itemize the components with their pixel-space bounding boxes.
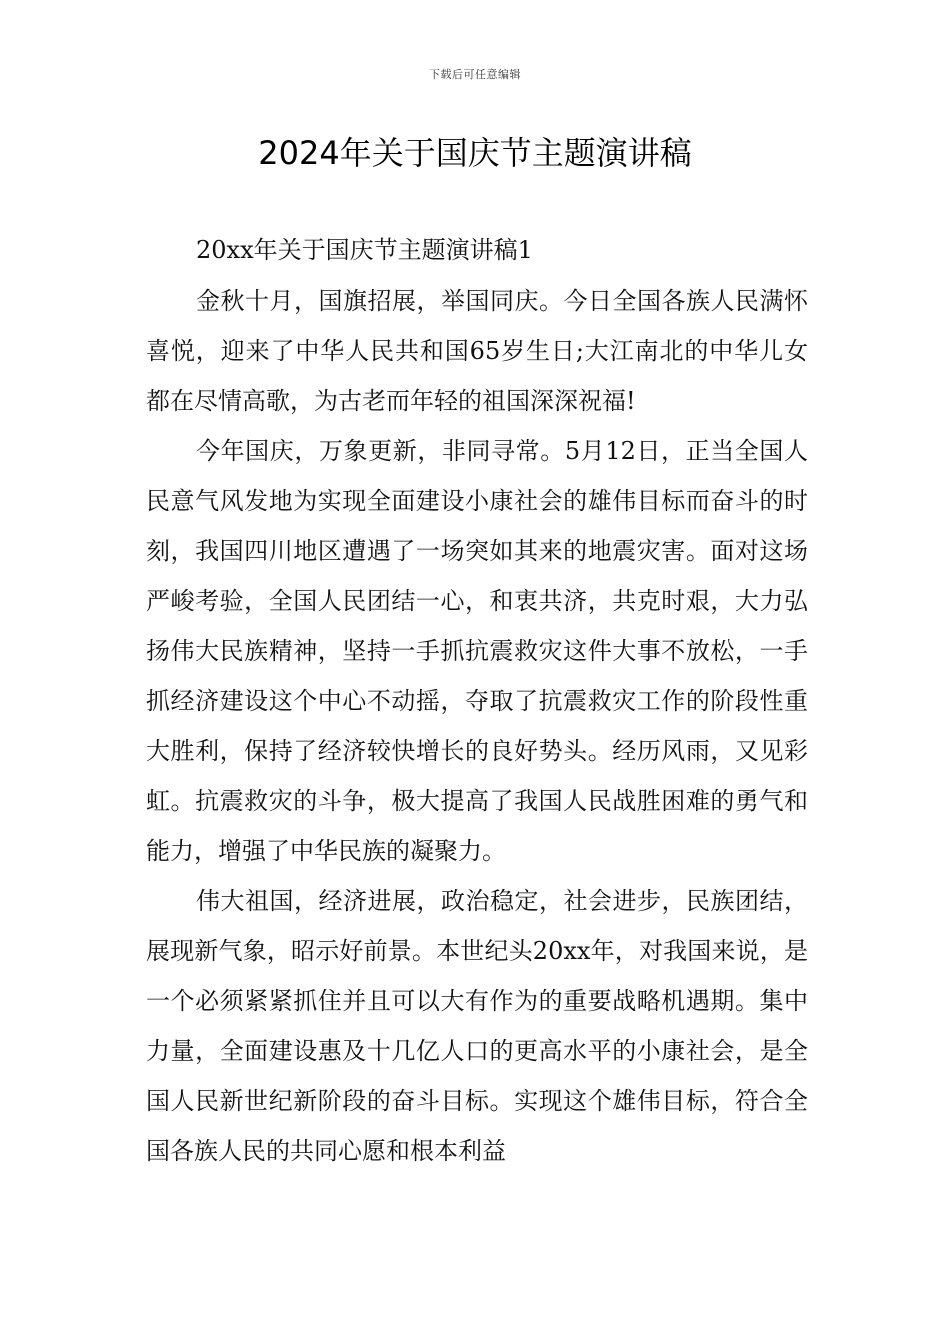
- paragraph-1: 金秋十月，国旗招展，举国同庆。今日全国各族人民满怀喜悦，迎来了中华人民共和国65岁生日;大江南北的中华儿女都在尽情高歌，为古老而年轻的祖国深深祝福!: [146, 287, 808, 415]
- document-title: 2024年关于国庆节主题演讲稿: [258, 134, 692, 172]
- document-body: [146, 226, 808, 1176]
- document-subtitle: 20xx年关于国庆节主题演讲稿1: [196, 236, 533, 264]
- header-note: 下载后可任意编辑: [429, 68, 521, 81]
- paragraph-3: 伟大祖国，经济进展，政治稳定，社会进步，民族团结，展现新气象，昭示好前景。本世纪头20xx年，对我国来说，是一个必须紧紧抓住并且可以大有作为的重要战略机遇期。集中力量，全面建设惠及十几亿人口的更高水平的小康社会，是全国人民新世纪新阶段的奋斗目标。实现这个雄伟目标，符合全国各族人民的共同心愿和根本利益: [146, 887, 808, 1165]
- paragraph-2: 今年国庆，万象更新，非同寻常。5月12日，正当全国人民意气风发地为实现全面建设小康社会的雄伟目标而奋斗的时刻，我国四川地区遭遇了一场突如其来的地震灾害。面对这场严峻考验，全国人民团结一心，和衷共济，共克时艰，大力弘扬伟大民族精神，坚持一手抓抗震救灾这件大事不放松，一手抓经济建设这个中心不动摇，夺取了抗震救灾工作的阶段性重大胜利，保持了经济较快增长的良好势头。经历风雨，又见彩虹。抗震救灾的斗争，极大提高了我国人民战胜困难的勇气和能力，增强了中华民族的凝聚力。: [146, 437, 808, 865]
